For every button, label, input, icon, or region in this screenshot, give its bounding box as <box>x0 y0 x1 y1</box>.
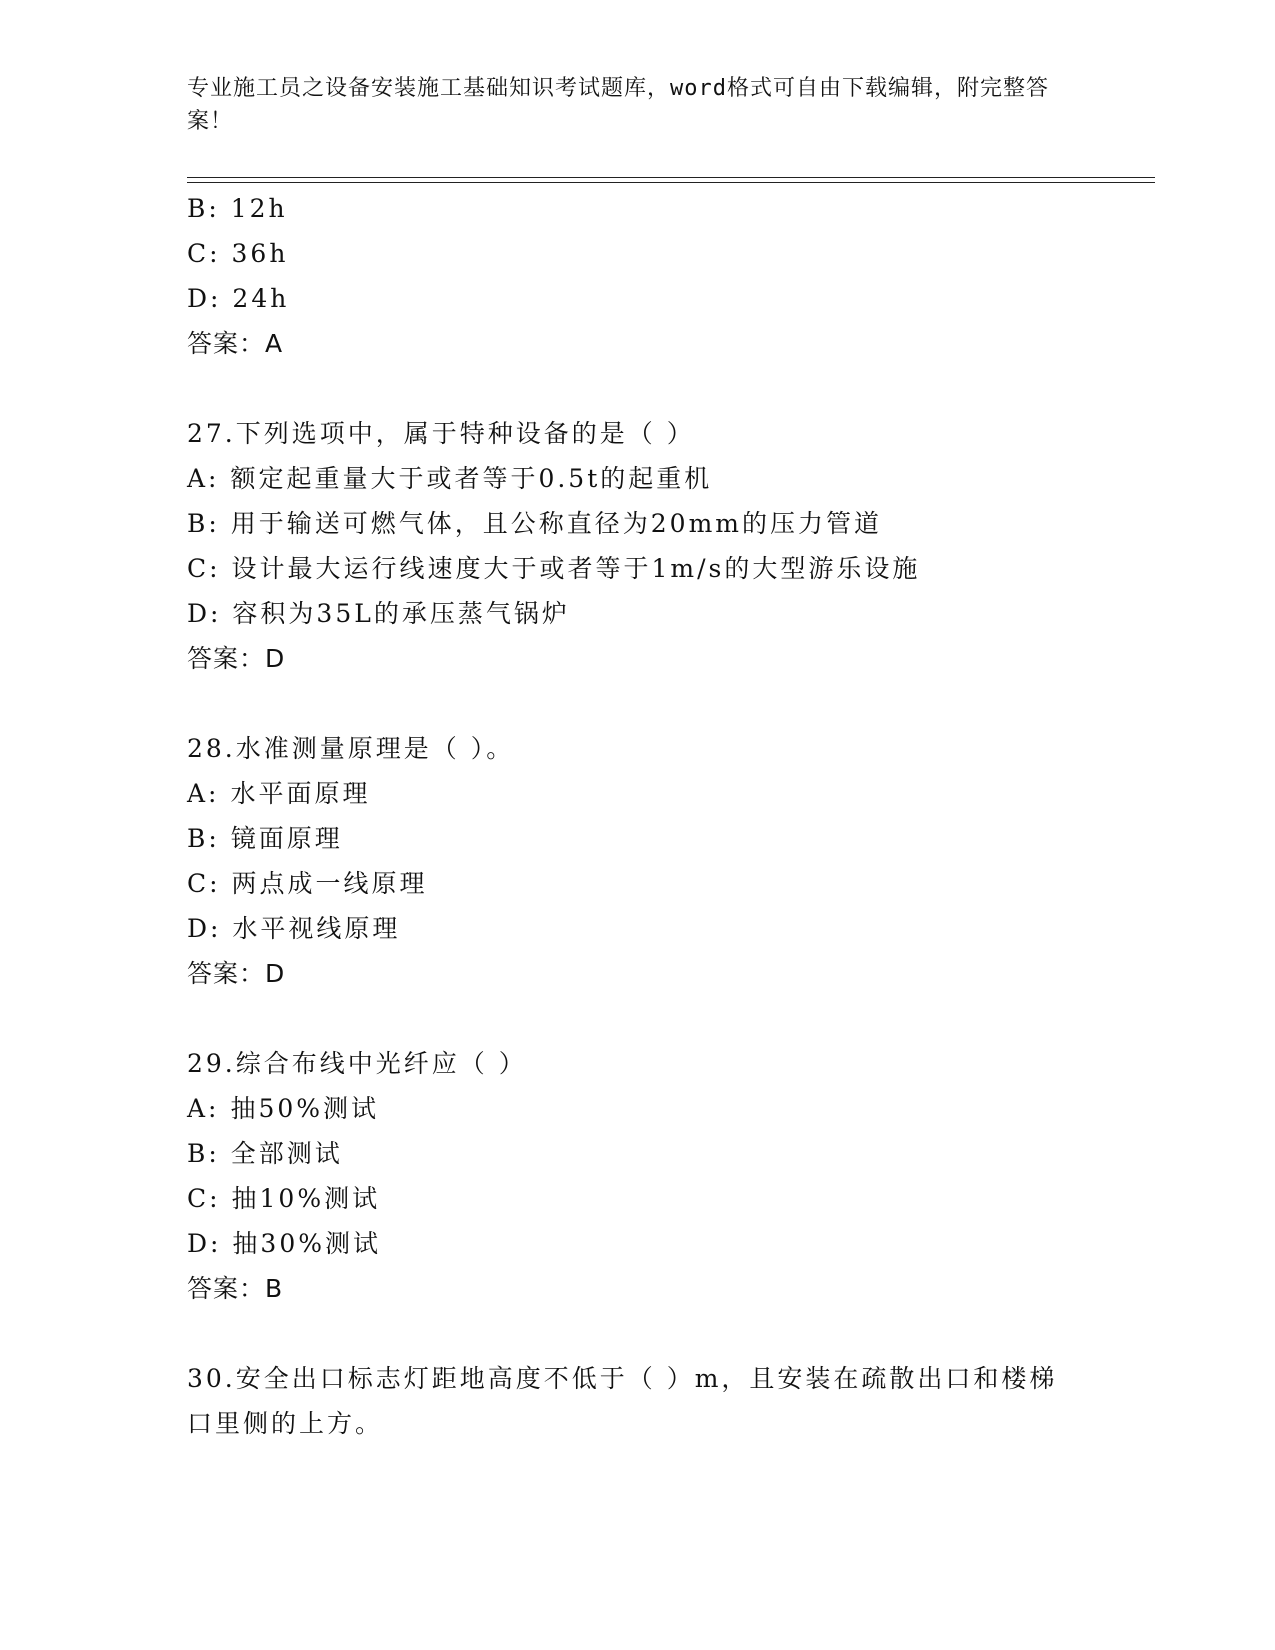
option-text: 容积为35L的承压蒸气锅炉 <box>232 599 570 628</box>
option-text: 额定起重量大于或者等于0.5t的起重机 <box>230 464 713 493</box>
question-27-option-c <box>187 553 920 585</box>
option-label: A: <box>187 1094 220 1123</box>
option-text: 镜面原理 <box>230 824 343 853</box>
option-text: 水平面原理 <box>230 779 371 808</box>
option-label: B: <box>187 1139 220 1168</box>
option-label: D: <box>187 599 222 628</box>
option-text: 24h <box>232 284 290 313</box>
question-27-option-d <box>187 598 570 630</box>
question-28-option-b <box>187 823 343 855</box>
option-text: 12h <box>230 194 288 223</box>
option-label: C: <box>187 554 221 583</box>
question-27-stem: 27.下列选项中，属于特种设备的是（ ） <box>187 419 695 448</box>
option-label: C: <box>187 1184 221 1213</box>
answer-27: 答案：D <box>187 644 286 673</box>
question-29-option-c <box>187 1183 380 1215</box>
option-text: 抽10%测试 <box>231 1184 381 1213</box>
option-label: B: <box>187 194 220 223</box>
option-label: D: <box>187 284 222 313</box>
option-text: 抽50%测试 <box>230 1094 380 1123</box>
answer-26: 答案：A <box>187 329 284 358</box>
option-label: C: <box>187 239 221 268</box>
question-30-stem-line-2: 口里侧的上方。 <box>187 1409 384 1438</box>
option-text: 设计最大运行线速度大于或者等于1m/s的大型游乐设施 <box>231 554 921 583</box>
option-text: 水平视线原理 <box>232 914 401 943</box>
question-30-stem-line-1: 30.安全出口标志灯距地高度不低于（ ）m，且安装在疏散出口和楼梯 <box>187 1364 1058 1393</box>
option-label: B: <box>187 509 220 538</box>
option-label: D: <box>187 1229 222 1258</box>
question-29-option-d <box>187 1228 381 1260</box>
option-label: A: <box>187 779 220 808</box>
answer-29: 答案：B <box>187 1274 284 1303</box>
question-28-option-c <box>187 868 428 900</box>
document-header: 专业施工员之设备安装施工基础知识考试题库，word格式可自由下载编辑，附完整答案！ <box>187 76 1049 134</box>
question-27-option-a <box>187 463 712 495</box>
option-label: C: <box>187 869 221 898</box>
option-text: 用于输送可燃气体，且公称直径为20mm的压力管道 <box>230 509 882 538</box>
option-label: A: <box>187 464 220 493</box>
option-c <box>187 238 288 270</box>
option-text: 两点成一线原理 <box>231 869 428 898</box>
option-text: 36h <box>231 239 289 268</box>
header-rule-top <box>187 177 1155 178</box>
header-rule-bottom <box>187 182 1155 183</box>
question-29-stem: 29.综合布线中光纤应（ ） <box>187 1049 527 1078</box>
option-label: B: <box>187 824 220 853</box>
question-27-option-b <box>187 508 882 540</box>
question-28-option-d <box>187 913 400 945</box>
option-text: 抽30%测试 <box>232 1229 381 1258</box>
answer-28: 答案：D <box>187 959 286 988</box>
question-29-option-b <box>187 1138 343 1170</box>
option-text: 全部测试 <box>230 1139 343 1168</box>
question-29-option-a <box>187 1093 379 1125</box>
option-label: D: <box>187 914 222 943</box>
option-b <box>187 193 288 225</box>
option-d <box>187 283 289 315</box>
question-28-option-a <box>187 778 370 810</box>
question-28-stem: 28.水准测量原理是（ ）。 <box>187 734 515 763</box>
